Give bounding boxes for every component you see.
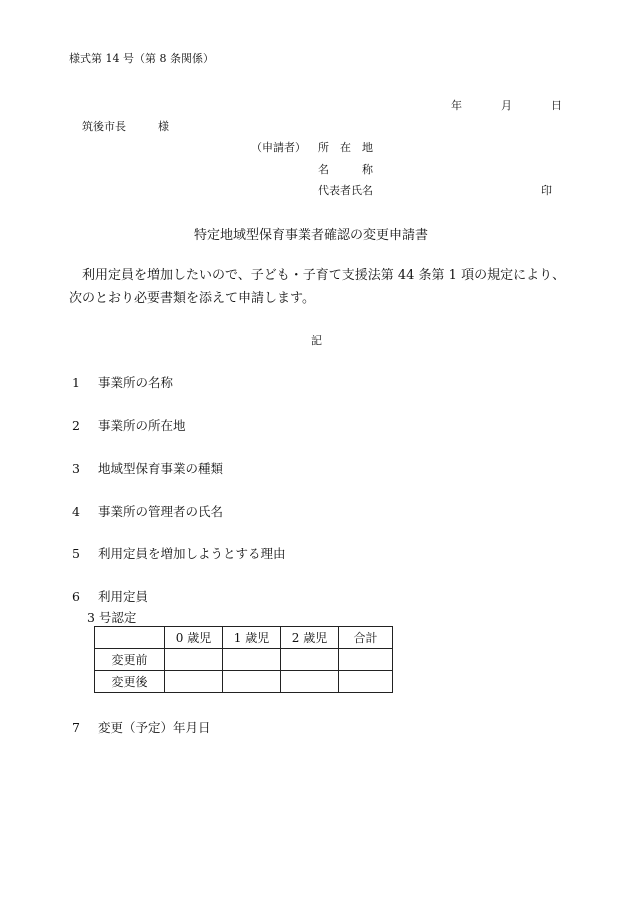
date-day-label: 日: [551, 99, 562, 112]
addressee-honorific: 様: [158, 120, 169, 133]
row-label: 変更後: [95, 671, 165, 693]
table-header-cell: 0 歳児: [165, 627, 223, 649]
applicant-address-label: 所 在 地: [318, 141, 373, 154]
table-header-row: [95, 627, 393, 649]
item-number: 3: [72, 461, 80, 476]
item-change-date: [72, 718, 211, 736]
item-childcare-type: [72, 459, 223, 477]
table-cell[interactable]: [281, 671, 339, 693]
date-year-label: 年: [451, 99, 462, 112]
table-cell[interactable]: [339, 671, 393, 693]
item-capacity: [72, 587, 148, 605]
capacity-table: [94, 626, 393, 693]
table-row: [95, 649, 393, 671]
row-label: 変更前: [95, 649, 165, 671]
item-business-address: [72, 416, 186, 434]
item-label: 事業所の名称: [98, 375, 174, 390]
form-number: 様式第 14 号（第 8 条関係）: [69, 52, 214, 65]
ki-label: 記: [311, 334, 322, 347]
item-label: 事業所の管理者の氏名: [98, 504, 224, 519]
date-month-label: 月: [501, 99, 512, 112]
item-business-name: [72, 373, 173, 391]
seal-label: 印: [541, 184, 552, 197]
table-header-cell: 1 歳児: [223, 627, 281, 649]
table-cell[interactable]: [165, 649, 223, 671]
item-manager-name: [72, 502, 223, 520]
item-number: 7: [72, 720, 80, 735]
representative-name-label: 代表者氏名: [318, 184, 373, 197]
item-label: 利用定員を増加しようとする理由: [98, 546, 286, 561]
table-cell[interactable]: [339, 649, 393, 671]
item-label: 変更（予定）年月日: [98, 720, 211, 735]
table-cell[interactable]: [281, 649, 339, 671]
applicant-name-label: 名 称: [318, 163, 373, 176]
item-number: 6: [72, 589, 80, 604]
certification-label: 3 号認定: [87, 610, 137, 625]
applicant-label: （申請者）: [251, 141, 306, 154]
document-title: 特定地域型保育事業者確認の変更申請書: [194, 228, 429, 243]
table-header-cell: 合計: [339, 627, 393, 649]
table-cell[interactable]: [223, 649, 281, 671]
addressee: 筑後市長: [82, 120, 126, 133]
item-label: 利用定員: [98, 589, 149, 604]
item-label: 事業所の所在地: [98, 418, 186, 433]
item-number: 2: [72, 418, 80, 433]
item-increase-reason: [72, 544, 286, 562]
table-header-cell: [95, 627, 165, 649]
table-row: [95, 671, 393, 693]
table-cell[interactable]: [165, 671, 223, 693]
body-paragraph: 利用定員を増加したいので、子ども・子育て支援法第 44 条第 1 項の規定により、次のとおり必要書類を添えて申請します。: [69, 268, 566, 306]
item-number: 1: [72, 375, 80, 390]
item-number: 5: [72, 546, 80, 561]
table-header-cell: 2 歳児: [281, 627, 339, 649]
item-label: 地域型保育事業の種類: [98, 461, 224, 476]
item-number: 4: [72, 504, 80, 519]
table-cell[interactable]: [223, 671, 281, 693]
